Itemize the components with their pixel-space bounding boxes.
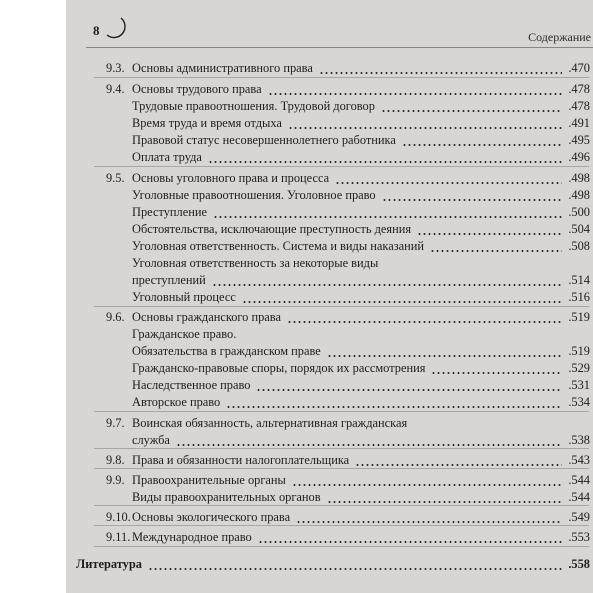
toc-dot-leader (256, 389, 562, 391)
toc-page-number: .491 (568, 116, 590, 130)
section-separator (94, 448, 589, 449)
toc-dot-leader (319, 72, 562, 74)
toc-entry-title: Воинская обязанность, альтернативная гражданская (132, 416, 408, 430)
page-number: 8 (93, 23, 100, 38)
toc-section-number: 9.3. (106, 61, 125, 75)
running-title: Содержание (528, 30, 591, 44)
toc-section-number: 9.9. (106, 473, 125, 487)
book-sheet (66, 0, 593, 593)
toc-dot-leader (208, 161, 562, 163)
toc-dot-leader (292, 484, 562, 486)
toc-section-number: 9.6. (106, 310, 125, 324)
toc-entry-title: Время труда и время отдыха (132, 116, 282, 130)
toc-entry-title: Основы гражданского права (132, 310, 281, 324)
toc-page-number: .549 (568, 510, 590, 524)
toc-entry (132, 377, 590, 394)
toc-entry-title: Основы уголовного права и процесса (132, 171, 330, 185)
toc-entry-title: Основы административного права (132, 61, 313, 75)
toc-entry (106, 472, 590, 489)
toc-section-number: 9.8. (106, 453, 125, 467)
toc-dot-leader (226, 406, 562, 408)
toc-dot-leader (176, 444, 562, 446)
header-rule (86, 47, 593, 48)
toc-page-number: .514 (568, 273, 590, 287)
toc-entry (106, 309, 590, 326)
toc-entry (106, 452, 590, 469)
toc-entry-title: Уголовная ответственность. Система и виды наказаний (132, 239, 425, 253)
toc-entry-title: Гражданско-правовые споры, порядок их рассмотрения (132, 361, 426, 375)
toc-entry (132, 221, 590, 238)
toc-section-number: 9.11. (106, 530, 131, 544)
toc-entry-title: Виды правоохранительных органов (132, 490, 321, 504)
toc-entry (132, 272, 590, 289)
toc-entry-title: Основы экологического права (132, 510, 291, 524)
toc-page-number: .516 (568, 290, 590, 304)
toc-entry (132, 489, 590, 506)
toc-entry (106, 529, 590, 546)
toc-entry-title: Правоохранительные органы (132, 473, 286, 487)
toc-entry (76, 556, 590, 573)
toc-entry (132, 238, 590, 255)
toc-page-number: .531 (568, 378, 590, 392)
toc-page-number: .538 (568, 433, 590, 447)
toc-dot-leader (287, 321, 562, 323)
toc-entry-title: Оплата труда (132, 150, 202, 164)
toc-page-number: .519 (568, 310, 590, 324)
toc-dot-leader (212, 284, 562, 286)
toc-page-number: .495 (568, 133, 590, 147)
toc-dot-leader (417, 233, 562, 235)
toc-dot-leader (148, 568, 562, 570)
section-separator (94, 525, 589, 526)
section-separator (94, 468, 589, 469)
toc-dot-leader (402, 144, 562, 146)
toc-entry-title: Гражданское право. (132, 327, 237, 341)
toc-section-number: 9.7. (106, 416, 125, 430)
toc-entry (106, 60, 590, 77)
toc-dot-leader (335, 182, 562, 184)
toc-entry (132, 289, 590, 306)
toc-entry-title: служба (132, 433, 170, 447)
toc-page-number: .543 (568, 453, 590, 467)
toc-entry (106, 81, 590, 98)
toc-entry (106, 509, 590, 526)
toc-page-number: .558 (568, 557, 590, 571)
toc-entry (132, 255, 590, 272)
section-separator (94, 411, 589, 412)
toc-page-number: .504 (568, 222, 590, 236)
toc-dot-leader (382, 199, 562, 201)
toc-page-number: .470 (568, 61, 590, 75)
toc-entry (132, 432, 590, 449)
toc-entry (132, 149, 590, 166)
toc-page-number: .544 (568, 473, 590, 487)
toc-entry-title: Литература (76, 557, 142, 571)
toc-dot-leader (258, 541, 562, 543)
toc-entry (132, 132, 590, 149)
toc-entry (132, 394, 590, 411)
toc-entry-title: Авторское право (132, 395, 221, 409)
toc-entry (132, 204, 590, 221)
toc-section-number: 9.5. (106, 171, 125, 185)
toc-page-number: .498 (568, 188, 590, 202)
toc-page-number: .496 (568, 150, 590, 164)
toc-entry (132, 98, 590, 115)
section-separator (94, 546, 589, 547)
toc-entry (106, 170, 590, 187)
toc-dot-leader (213, 216, 562, 218)
toc-entry-title: Уголовный процесс (132, 290, 236, 304)
page-number-arc-ornament (103, 16, 129, 42)
toc-page-number: .544 (568, 490, 590, 504)
section-separator (94, 77, 589, 78)
toc-page-number: .478 (568, 82, 590, 96)
toc-dot-leader (288, 127, 562, 129)
toc-entry-title: Уголовная ответственность за некоторые виды (132, 256, 379, 270)
toc-dot-leader (431, 372, 562, 374)
toc-entry (106, 415, 590, 432)
section-separator (94, 306, 589, 307)
toc-dot-leader (296, 521, 562, 523)
toc-dot-leader (327, 355, 562, 357)
toc-page-number: .498 (568, 171, 590, 185)
toc-page-number: .500 (568, 205, 590, 219)
toc-dot-leader (355, 464, 562, 466)
toc-entry-title: Основы трудового права (132, 82, 262, 96)
section-separator (94, 166, 589, 167)
toc-entry (132, 343, 590, 360)
toc-dot-leader (327, 501, 562, 503)
toc-page-number: .519 (568, 344, 590, 358)
toc-section-number: 9.10. (106, 510, 131, 524)
toc-entry-title: Правовой статус несовершеннолетнего работника (132, 133, 396, 147)
toc-entry-title: Уголовные правоотношения. Уголовное право (132, 188, 376, 202)
toc-entry (132, 326, 590, 343)
toc-entry-title: преступлений (132, 273, 206, 287)
toc-page-number: .529 (568, 361, 590, 375)
section-separator (94, 505, 589, 506)
toc-dot-leader (242, 301, 562, 303)
toc-section-number: 9.4. (106, 82, 125, 96)
toc-dot-leader (268, 93, 562, 95)
toc-page-number: .553 (568, 530, 590, 544)
toc-page-number: .534 (568, 395, 590, 409)
toc-dot-leader (430, 250, 562, 252)
toc-page-number: .508 (568, 239, 590, 253)
toc-entry-title: Трудовые правоотношения. Трудовой договор (132, 99, 375, 113)
toc-entry-title: Наследственное право (132, 378, 251, 392)
toc-entry-title: Обстоятельства, исключающие преступность деяния (132, 222, 412, 236)
toc-entry-title: Права и обязанности налогоплательщика (132, 453, 350, 467)
toc-entry (132, 187, 590, 204)
toc-entry-title: Международное право (132, 530, 252, 544)
toc-page-number: .478 (568, 99, 590, 113)
toc-entry-title: Обязательства в гражданском праве (132, 344, 321, 358)
toc-dot-leader (381, 110, 562, 112)
toc-entry-title: Преступление (132, 205, 207, 219)
toc-entry (132, 115, 590, 132)
toc-entry (132, 360, 590, 377)
